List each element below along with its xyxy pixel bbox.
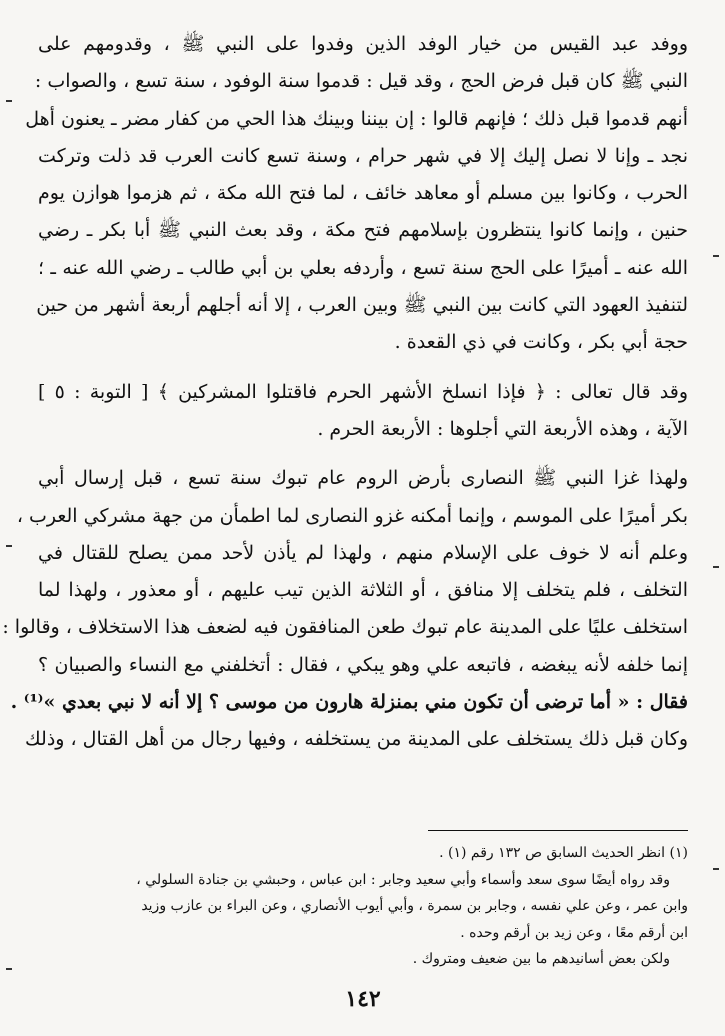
text-line: الحرب ، وكانوا بين مسلم أو معاهد خائف ، لما فتح الله مكة ، ثم هزموا هوازن يوم <box>38 182 688 205</box>
paragraph-gap <box>38 362 688 374</box>
paragraph-gap <box>38 448 688 460</box>
footnote-line: وقد رواه أيضًا سوى سعد وأسماء وأبي سعيد وجابر : ابن عباس ، وحبشي بن جنادة السلولي ، <box>136 871 670 888</box>
text-line: استخلف عليًا على المدينة عام تبوك طعن المنافقون فيه لضعف هذا الاستخلاف ، وقالوا : <box>2 616 688 639</box>
footnotes <box>38 840 688 973</box>
text-line: بكر أميرًا على الموسم ، وإنما أمكنه غزو النصارى لما اطمأن من جهة مشركي العرب ، <box>16 504 688 527</box>
text-line: نجد ـ وإنا لا نصل إليك إلا في شهر حرام ، وسنة تسع كانت العرب قد ذلت وتركت <box>38 144 688 167</box>
footnote-divider <box>428 830 688 831</box>
text-line: ووفد عبد القيس من خيار الوفد الذين وفدوا على النبي ﷺ ، وقدومهم على <box>38 33 688 55</box>
text-line: وكان قبل ذلك يستخلف على المدينة من يستخلفه ، وفيها رجال من أهل القتال ، وذلك <box>25 728 688 751</box>
hadith-line: فقال : « أما ترضى أن تكون مني بمنزلة هارون من موسى ؟ إلا أنه لا نبي بعدي »⁽¹⁾ . <box>10 691 688 714</box>
paragraph-1 <box>25 26 688 362</box>
margin-tick <box>713 868 719 870</box>
margin-tick <box>713 255 719 257</box>
text-line: حنين ، وإنما كانوا ينتظرون بإسلامهم فتح مكة ، وقد بعث النبي ﷺ أبا بكر ـ رضي <box>38 219 688 242</box>
text-line: الله عنه ـ أميرًا على الحج سنة تسع ، وأردفه بعلي بن أبي طالب ـ رضي الله عنه ـ ؛ <box>38 256 688 279</box>
quran-verse-line: وقد قال تعالى : ﴿ فإذا انسلخ الأشهر الحرم فاقتلوا المشركين ﴾ [ التوبة : ٥ ] <box>38 380 689 403</box>
text-line: ولهذا غزا النبي ﷺ النصارى بأرض الروم عام تبوك سنة تسع ، قبل إرسال أبي <box>38 467 688 490</box>
text-line: أنهم قدموا قبل ذلك ؛ فإنهم قالوا : إن بيننا وبينك هذا الحي من كفار مضر ـ يعنون أهل <box>25 107 688 130</box>
text-line: لتنفيذ العهود التي كانت بين النبي ﷺ وبين العرب ، إلا أنه أجلهم أربعة أشهر من حين <box>36 294 688 317</box>
footnote-line: (١) انظر الحديث السابق ص ١٣٢ رقم (١) . <box>439 845 688 861</box>
page-number: ١٤٢ <box>345 986 381 1012</box>
margin-tick <box>713 566 719 568</box>
text-line: إنما خلفه لأنه يبغضه ، فاتبعه علي وهو يبكي ، فقال : أتخلفني مع النساء والصبيان ؟ <box>38 653 688 676</box>
footnote-line: ابن أرقم معًا ، وعن زيد بن أرقم وحده . <box>460 924 688 941</box>
margin-tick <box>6 545 12 547</box>
footnote-line: ولكن بعض أسانيدهم ما بين ضعيف ومتروك . <box>412 951 670 967</box>
paragraph-2 <box>38 374 688 449</box>
footnote-line: وابن عمر ، وعن علي نفسه ، وجابر بن سمرة ، وأبي أيوب الأنصاري ، وعن البراء بن عازب وزيد <box>141 898 688 914</box>
text-line: حجة أبي بكر ، وكانت في ذي القعدة . <box>394 331 688 354</box>
paragraph-3 <box>2 460 688 758</box>
page-content <box>2 26 689 1016</box>
text-line: التخلف ، فلم يتخلف إلا منافق ، أو الثلاثة الذين تيب عليهم ، أو معذور ، ولهذا لما <box>38 579 688 602</box>
text-line: وعلم أنه لا خوف على الإسلام منهم ، ولهذا لم يأذن لأحد ممن يصلح للقتال في <box>38 541 688 564</box>
text-line: النبي ﷺ كان قبل فرض الحج ، وقد قيل : قدموا سنة الوفود ، سنة تسع ، والصواب : <box>34 70 688 93</box>
margin-tick <box>6 100 12 102</box>
margin-tick <box>6 968 12 970</box>
text-line: الآية ، وهذه الأربعة التي أجلوها : الأربعة الحرم . <box>317 417 688 440</box>
